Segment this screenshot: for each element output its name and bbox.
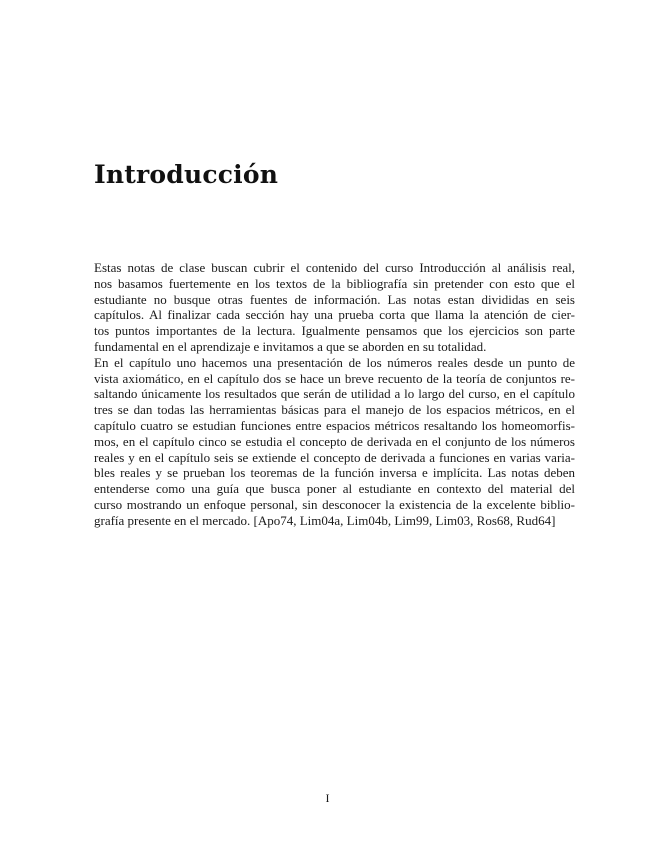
- chapter-title: Introducción: [94, 160, 279, 189]
- text-line: estudiante no busque otras fuentes de información. Las notas estan divididas en seis: [94, 291, 575, 307]
- text-line: mos, en el capítulo cinco se estudia el concepto de derivada en el conjunto de los números: [94, 433, 575, 449]
- text-line: bles reales y se prueban los teoremas de la función inversa e implícita. Las notas deben: [94, 465, 575, 481]
- text-line: capítulos. Al finalizar cada sección hay una prueba corta que llama la atención de cier-: [94, 307, 575, 323]
- paragraph-intro: [94, 260, 575, 355]
- body-text: [94, 260, 575, 529]
- text-line: vista axiomático, en el capítulo dos se hace un breve recuento de la teoría de conjuntos re-: [94, 370, 575, 386]
- text-line: capítulo cuatro se estudian funciones entre espacios métricos resaltando los homeomorfis-: [94, 417, 575, 433]
- text-line: grafía presente en el mercado. [Apo74, Lim04a, Lim04b, Lim99, Lim03, Ros68, Rud64]: [94, 512, 556, 528]
- text-line: fundamental en el aprendizaje e invitamos a que se aborden en su totalidad.: [94, 338, 487, 354]
- page-number: I: [325, 791, 330, 805]
- text-line: reales y en el capítulo seis se extiende el concepto de derivada a funciones en varias varia-: [94, 449, 575, 465]
- text-line: curso mostrando un enfoque personal, sin desconocer la existencia de la excelente biblio-: [94, 496, 575, 512]
- text-line: tres se dan todas las herramientas básicas para el manejo de los espacios métricos, en el: [94, 402, 575, 418]
- text-line: nos basamos fuertemente en los textos de la bibliografía sin pretender con esto que el: [94, 275, 575, 291]
- text-line: saltando únicamente los resultados que serán de utilidad a lo largo del curso, en el capítulo: [94, 386, 575, 402]
- text-line: Estas notas de clase buscan cubrir el contenido del curso Introducción al análisis real,: [94, 260, 575, 275]
- text-line: tos puntos importantes de la lectura. Igualmente pensamos que los ejercicios son parte: [94, 323, 575, 339]
- paragraph-chapters: [94, 355, 575, 529]
- text-line: entenderse como una guía que busca poner al estudiante en contexto del material del: [94, 481, 575, 497]
- text-line: En el capítulo uno hacemos una presentación de los números reales desde un punto de: [94, 354, 575, 370]
